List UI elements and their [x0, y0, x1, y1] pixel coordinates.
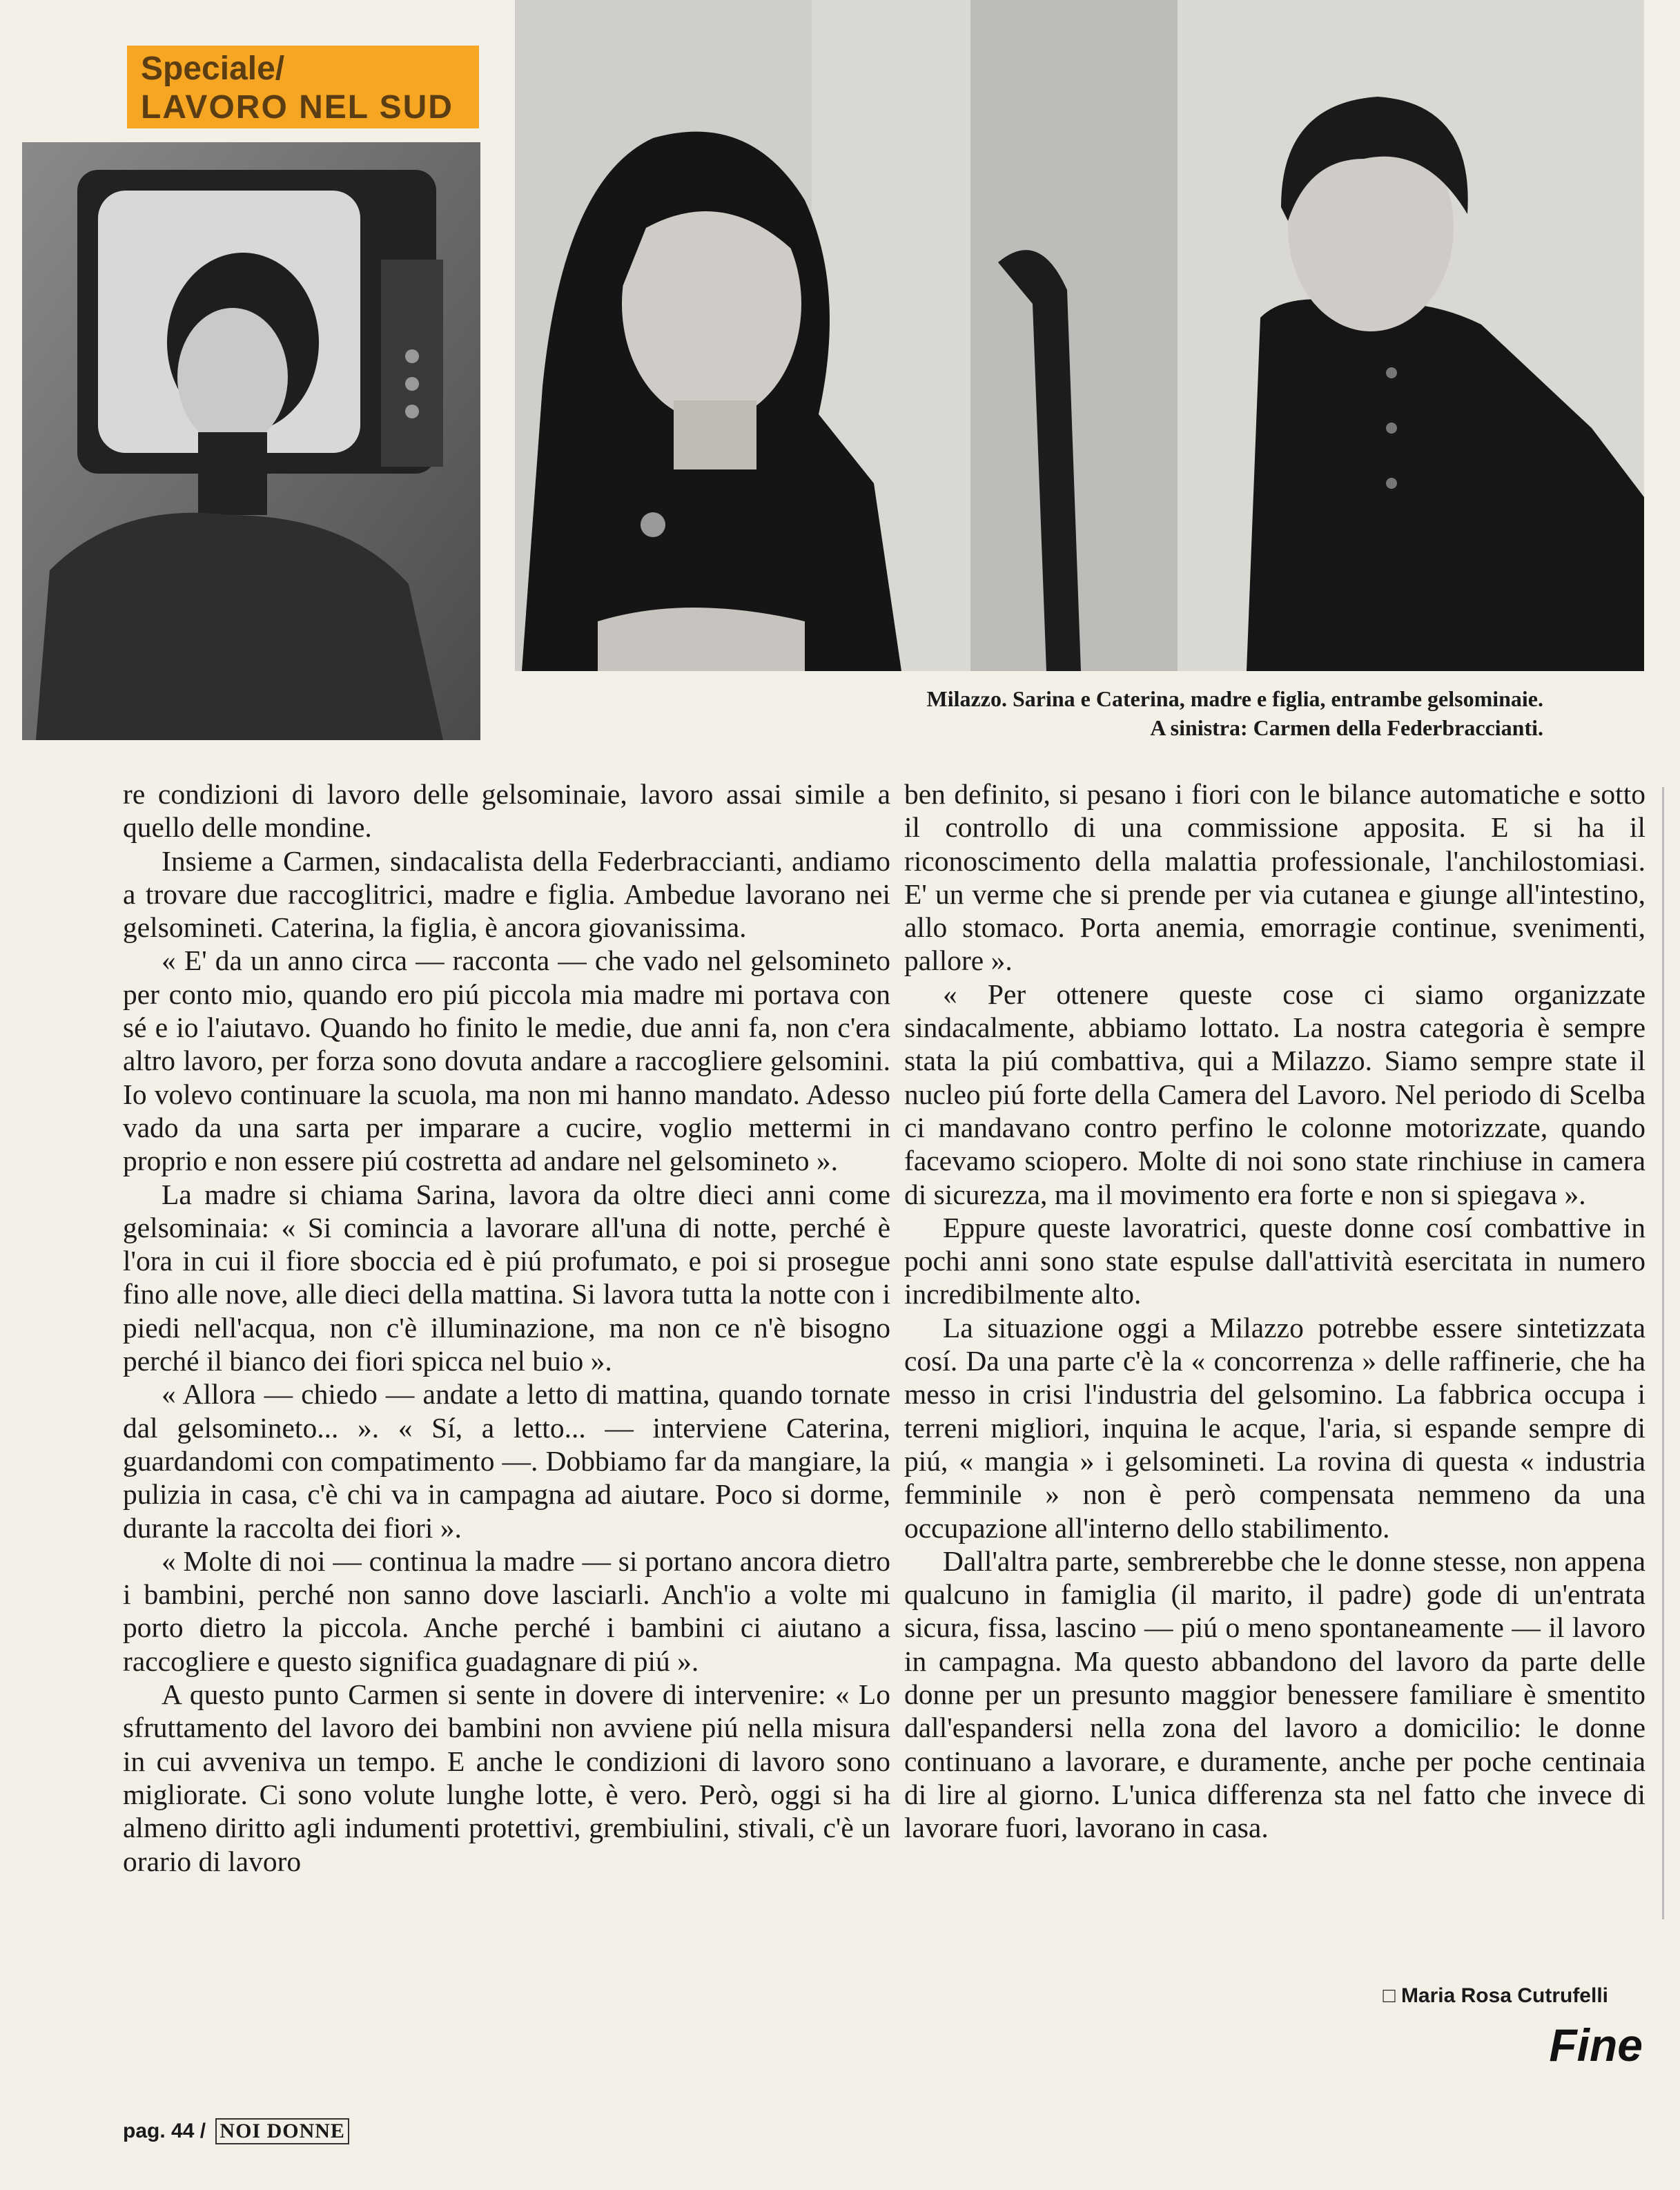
- page-footer: [123, 2118, 349, 2144]
- section-tag-line1: Speciale/: [141, 50, 285, 87]
- article-column-right: [904, 777, 1645, 1845]
- page-edge-rule: [1662, 787, 1664, 1919]
- paragraph: La situazione oggi a Milazzo potrebbe essere sintetizzata cosí. Da una parte c'è la « concorrenza » delle raffinerie, che ha messo in crisi l'industria del gelsomino. La fabbrica occupa i terreni migliori, inquina le acque, l'aria, si espande sempre di piú, « mangia » i gelsomineti. La rovina di questa « industria femminile » non è però compensata nemmeno da una occupazione all'interno dello stabilimento.: [904, 1311, 1645, 1544]
- article-end-mark: Fine: [1549, 2019, 1643, 2071]
- paragraph: re condizioni di lavoro delle gelsominaie, lavoro assai simile a quello delle mondine.: [123, 778, 890, 844]
- photo-carmen: [22, 142, 480, 740]
- article-column-left: [123, 777, 890, 1878]
- photo-caption-line2: A sinistra: Carmen della Federbraccianti.: [1150, 715, 1543, 740]
- paragraph: La madre si chiama Sarina, lavora da oltre dieci anni come gelsominaia: « Si comincia a lavorare all'una di notte, perché è l'ora in cui il fiore sboccia ed è piú profumato, e poi si prosegue fino alle nove, alle dieci della mattina. Si lavora tutta la notte con i piedi nell'acqua, non c'è illuminazione, ma non ce n'è bisogno perché il bianco dei fiori spicca nel buio ».: [123, 1178, 890, 1377]
- section-tag: [127, 46, 479, 128]
- paragraph: A questo punto Carmen si sente in dovere di intervenire: « Lo sfruttamento del lavoro dei bambini non avviene piú nella misura in cui avveniva un tempo. E anche le condizioni di lavoro sono migliorate. Ci sono volute lunghe lotte, è vero. Però, oggi si ha almeno diritto agli indumenti protettivi, grembiulini, stivali, c'è un orario di lavoro: [123, 1678, 890, 1877]
- section-tag-line2: LAVORO NEL SUD: [141, 89, 453, 126]
- page-number: pag. 44: [123, 2120, 195, 2142]
- author-byline: □ Maria Rosa Cutrufelli: [1383, 1984, 1608, 2007]
- magazine-name: NOI DONNE: [215, 2118, 349, 2144]
- paragraph: ben definito, si pesano i fiori con le bilance automatiche e sotto il controllo di una commissione apposita. E si ha il riconoscimento della malattia professionale, l'anchilostomiasi. E' un verme che si prende per via cutanea e giunge all'intestino, allo stomaco. Porta anemia, emorragie continue, svenimenti, pallore ».: [904, 778, 1645, 977]
- photo-caption-line1: Milazzo. Sarina e Caterina, madre e figlia, entrambe gelsominaie.: [926, 686, 1543, 711]
- photo-sarina-caterina: [515, 0, 1644, 671]
- paragraph: « E' da un anno circa — racconta — che vado nel gelsomineto per conto mio, quando ero piú piccola mia madre mi portava con sé e io l'aiutavo. Quando ho finito le medie, due anni fa, non c'era altro lavoro, per forza sono dovuta andare a raccogliere gelsomini. Io volevo continuare la scuola, ma non mi hanno mandato. Adesso vado da una sarta per imparare a cucire, voglio mettermi in proprio e non essere piú costretta ad andare nel gelsomineto ».: [123, 944, 890, 1177]
- paragraph: Dall'altra parte, sembrerebbe che le donne stesse, non appena qualcuno in famiglia (il marito, il padre) gode di un'entrata sicura, fissa, lascino — piú o meno spontaneamente — il lavoro in campagna. Ma questo abbandono del lavoro da parte delle donne per un presunto maggior benessere familiare è smentito dall'espandersi nella zona del lavoro a domicilio: le donne continuano a lavorare, e duramente, anche per poche centinaia di lire al giorno. L'unica differenza sta nel fatto che invece di lavorare fuori, lavorano in casa.: [904, 1544, 1645, 1844]
- paragraph: Eppure queste lavoratrici, queste donne cosí combattive in pochi anni sono state espulse dall'attività esercitata in numero incredibilmente alto.: [904, 1211, 1645, 1310]
- paragraph: « Per ottenere queste cose ci siamo organizzate sindacalmente, abbiamo lottato. La nostra categoria è sempre stata la piú combattiva, qui a Milazzo. Siamo sempre state il nucleo piú forte della Camera del Lavoro. Nel periodo di Scelba ci mandavano contro perfino le colonne motorizzate, quando facevamo sciopero. Molte di noi sono state rinchiuse in camera di sicurezza, ma il movimento era forte e non si spiegava ».: [904, 978, 1645, 1210]
- paragraph: « Molte di noi — continua la madre — si portano ancora dietro i bambini, perché non sanno dove lasciarli. Anch'io a volte mi porto dietro la piccola. Anche perché i bambini ci aiutano a raccogliere e questo significa guadagnare di piú ».: [123, 1544, 890, 1677]
- footer-separator: /: [199, 2120, 206, 2142]
- paragraph: Insieme a Carmen, sindacalista della Federbraccianti, andiamo a trovare due raccoglitrici, madre e figlia. Ambedue lavorano nei gelsomineti. Caterina, la figlia, è ancora giovanissima.: [123, 844, 890, 944]
- paragraph: « Allora — chiedo — andate a letto di mattina, quando tornate dal gelsomineto... ». « Sí, a letto... — interviene Caterina, guardandomi con compatimento —. Dobbiamo far da mangiare, la pulizia in casa, c'è chi va in campagna ad aiutare. Poco si dorme, durante la raccolta dei fiori ».: [123, 1378, 890, 1544]
